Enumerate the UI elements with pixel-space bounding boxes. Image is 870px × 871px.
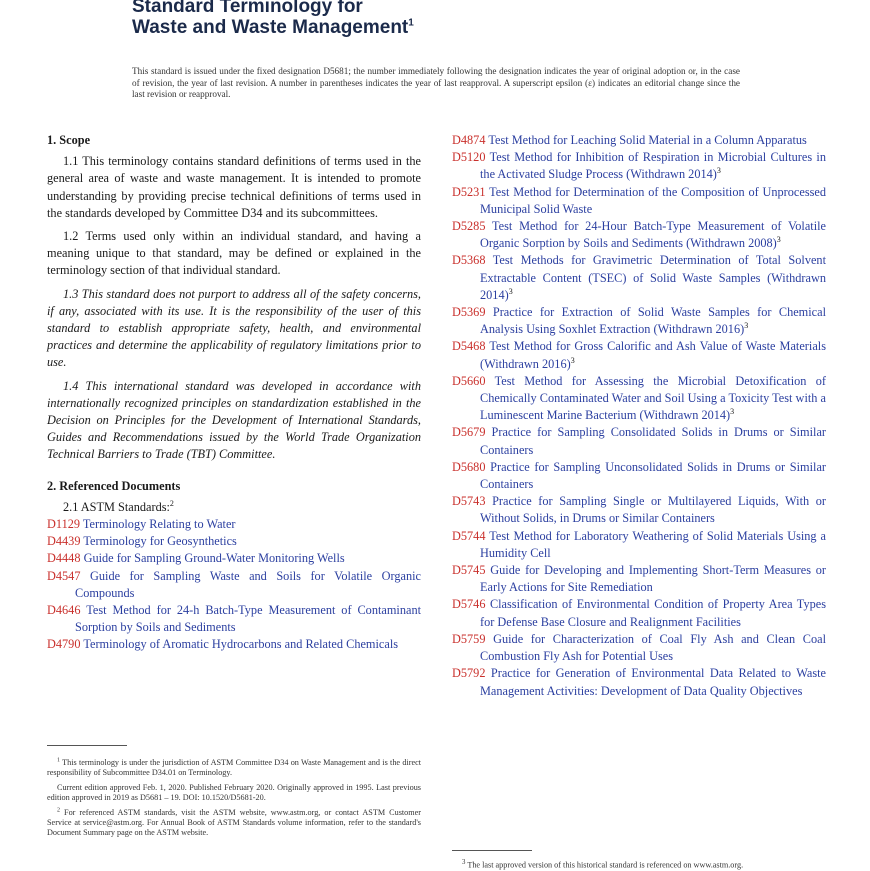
footnote-2 bbox=[47, 808, 421, 838]
reference-item[interactable] bbox=[47, 636, 421, 653]
reference-footnote-mark: 3 bbox=[716, 166, 721, 176]
footnote-2-text: For referenced ASTM standards, visit the ASTM website, www.astm.org, or contact ASTM Customer Service at service@astm.org. For Annual Book of ASTM Standards volume information, refer to the standard's Document Summary page on the ASTM website. bbox=[47, 808, 421, 837]
reference-item[interactable] bbox=[47, 550, 421, 567]
reference-code-link[interactable]: D5660 bbox=[452, 373, 486, 388]
title-footnote-mark: 1 bbox=[408, 17, 414, 29]
reference-code-link[interactable]: D5231 bbox=[452, 184, 486, 199]
reference-title-link[interactable]: Test Method for 24-h Batch-Type Measurement of Contaminant Sorption by Soils and Sediments bbox=[75, 603, 422, 635]
reference-code-link[interactable]: D5369 bbox=[452, 305, 486, 320]
reference-code-link[interactable]: D5285 bbox=[452, 219, 486, 234]
reference-code-link[interactable]: D5744 bbox=[452, 528, 486, 543]
reference-title-link[interactable]: Test Method for Determination of the Composition of Unprocessed Municipal Solid Waste bbox=[480, 184, 827, 216]
reference-item[interactable] bbox=[452, 304, 826, 338]
reference-title-link[interactable]: Practice for Sampling Consolidated Solids in Drums or Similar Containers bbox=[480, 425, 827, 457]
title-line-2-text: Waste and Waste Management bbox=[132, 17, 409, 38]
reference-code-link[interactable]: D5680 bbox=[452, 459, 486, 474]
footnote-edition: Current edition approved Feb. 1, 2020. Published February 2020. Originally approved in 1995. Last previous edition approved in 2019 as D5681 – 19. DOI: 10.1520/D5681-20. bbox=[47, 783, 421, 802]
reference-item[interactable] bbox=[452, 596, 826, 630]
reference-title-link[interactable]: Practice for Extraction of Solid Waste Samples for Chemical Analysis Using Soxhlet Extraction (Withdrawn 2016) bbox=[480, 305, 826, 337]
astm-standards-mark: 2 bbox=[169, 498, 174, 508]
reference-title-link[interactable]: Test Method for Gross Calorific and Ash Value of Waste Materials (Withdrawn 2016) bbox=[480, 339, 826, 371]
reference-list-left bbox=[47, 516, 421, 654]
reference-title-link[interactable]: Test Method for Laboratory Weathering of Solid Materials Using a Humidity Cell bbox=[480, 528, 826, 560]
section-heading-referenced-documents: 2. Referenced Documents bbox=[47, 478, 181, 493]
reference-footnote-mark: 3 bbox=[730, 407, 735, 417]
reference-title-link[interactable]: Guide for Sampling Ground-Water Monitoring Wells bbox=[83, 551, 345, 566]
reference-title-link[interactable]: Guide for Sampling Waste and Soils for Volatile Organic Compounds bbox=[75, 568, 421, 600]
scope-paragraph-1-1: 1.1 This terminology contains standard definitions of terms used in the general area of waste and waste management. It is intended to promote understanding by providing precise technical definitions of terms used in the standards developed by Committee D34 and its subcommittees. bbox=[47, 154, 421, 220]
scope-paragraph-1-3: 1.3 This standard does not purport to address all of the safety concerns, if any, associated with its use. It is the responsibility of the user of this standard to establish appropriate safety, health, and environmental practices and determine the applicability of regulatory limitations prior to use. bbox=[47, 286, 421, 370]
reference-code-link[interactable]: D5468 bbox=[452, 339, 486, 354]
reference-title-link[interactable]: Test Methods for Gravimetric Determination of Total Solvent Extractable Content (TSEC) of Solid Waste Samples (Withdrawn 2014) bbox=[480, 253, 826, 302]
scope-paragraph-1-4: 1.4 This international standard was developed in accordance with internationally recognized principles on standardization established in the Decision on Principles for the Development of International Standards, Guides and Recommendations issued by the World Trade Organization Technical Barriers to Trade (TBT) Committee. bbox=[47, 378, 421, 462]
reference-item[interactable] bbox=[452, 562, 826, 596]
reference-item[interactable] bbox=[452, 132, 826, 149]
reference-code-link[interactable]: D4874 bbox=[452, 133, 486, 147]
reference-title-link[interactable]: Guide for Developing and Implementing Short-Term Measures or Early Actions for Site Remediation bbox=[480, 563, 826, 595]
reference-item[interactable] bbox=[452, 665, 826, 699]
scope-paragraph-1-2: 1.2 Terms used only within an individual standard, and having a meaning unique to that standard, may be defined or explained in the terminology section of that individual standard. bbox=[47, 229, 421, 278]
reference-title-link[interactable]: Guide for Characterization of Coal Fly Ash and Clean Coal Combustion Fly Ash for Potential Uses bbox=[480, 631, 826, 664]
reference-title-link[interactable]: Test Method for Leaching Solid Material in a Column Apparatus bbox=[488, 133, 807, 147]
footnote-3 bbox=[452, 858, 826, 871]
footnote-1-text: This terminology is under the jurisdiction of ASTM Committee D34 on Waste Management and is the direct responsibility of Subcommittee D34.01 on Terminology. bbox=[47, 758, 421, 777]
left-column bbox=[47, 132, 421, 654]
reference-code-link[interactable]: D5759 bbox=[452, 631, 486, 646]
reference-item[interactable] bbox=[47, 568, 421, 602]
reference-item[interactable] bbox=[452, 184, 826, 218]
reference-code-link[interactable]: D5679 bbox=[452, 425, 486, 440]
footnote-2-mark: 2 bbox=[57, 807, 60, 814]
document-title bbox=[132, 0, 732, 38]
reference-item[interactable] bbox=[452, 338, 826, 372]
title-line-2 bbox=[132, 17, 732, 38]
reference-item[interactable] bbox=[47, 602, 421, 636]
reference-code-link[interactable]: D4646 bbox=[47, 603, 81, 618]
footnotes bbox=[47, 758, 421, 843]
section-heading-scope: 1. Scope bbox=[47, 133, 91, 147]
reference-code-link[interactable]: D4439 bbox=[47, 534, 81, 549]
reference-code-link[interactable]: D5746 bbox=[452, 597, 486, 612]
reference-item[interactable] bbox=[452, 252, 826, 304]
reference-title-link[interactable]: Classification of Environmental Condition of Property Area Types for Defense Base Closure and Realignment Facilities bbox=[480, 597, 826, 629]
reference-code-link[interactable]: D4790 bbox=[47, 637, 81, 652]
reference-item[interactable] bbox=[452, 459, 826, 493]
reference-code-link[interactable]: D5743 bbox=[452, 494, 486, 509]
reference-title-link[interactable]: Practice for Sampling Single or Multilayered Liquids, With or Without Solids, in Drums or Similar Containers bbox=[480, 494, 826, 526]
right-column bbox=[452, 132, 826, 700]
reference-title-link[interactable]: Test Method for 24-Hour Batch-Type Measurement of Volatile Organic Sorption by Soils and Sediments (Withdrawn 2008) bbox=[480, 219, 826, 251]
reference-item[interactable] bbox=[452, 424, 826, 458]
reference-code-link[interactable]: D4448 bbox=[47, 551, 81, 566]
reference-title-link[interactable]: Practice for Sampling Unconsolidated Solids in Drums or Similar Containers bbox=[480, 459, 826, 492]
reference-item[interactable] bbox=[47, 533, 421, 550]
reference-title-link[interactable]: Terminology Relating to Water bbox=[82, 517, 236, 532]
reference-code-link[interactable]: D5120 bbox=[452, 150, 486, 165]
footnote-1-mark: 1 bbox=[57, 757, 60, 764]
reference-title-link[interactable]: Terminology for Geosynthetics bbox=[83, 534, 237, 549]
title-line-1: Standard Terminology for bbox=[132, 0, 363, 17]
reference-footnote-mark: 3 bbox=[776, 235, 781, 245]
reference-item[interactable] bbox=[452, 528, 826, 562]
reference-item[interactable] bbox=[452, 218, 826, 252]
reference-item[interactable] bbox=[47, 516, 421, 533]
reference-code-link[interactable]: D5368 bbox=[452, 253, 486, 268]
footnote-divider bbox=[47, 745, 127, 746]
reference-title-link[interactable]: Test Method for Inhibition of Respiration in Microbial Cultures in the Activated Sludge Process (Withdrawn 2014) bbox=[480, 150, 826, 182]
reference-code-link[interactable]: D5792 bbox=[452, 666, 486, 681]
reference-code-link[interactable]: D4547 bbox=[47, 568, 81, 583]
reference-item[interactable] bbox=[452, 493, 826, 527]
reference-footnote-mark: 3 bbox=[744, 321, 749, 331]
reference-title-link[interactable]: Terminology of Aromatic Hydrocarbons and Related Chemicals bbox=[83, 637, 399, 652]
reference-footnote-mark: 3 bbox=[508, 286, 513, 296]
reference-title-link[interactable]: Practice for Generation of Environmental Data Related to Waste Management Activities: Development of Data Quality Objectives bbox=[480, 666, 826, 698]
footnote-3-text: The last approved version of this historical standard is referenced on www.astm.org. bbox=[467, 860, 744, 870]
reference-title-link[interactable]: Test Method for Assessing the Microbial Detoxification of Chemically Contaminated Water and Soil Using a Toxicity Test with a Luminescent Marine Bacterium (Withdrawn 2014) bbox=[480, 373, 826, 423]
footnote-3-mark: 3 bbox=[462, 859, 466, 866]
footnote-divider-right bbox=[452, 850, 532, 851]
designation-preamble: This standard is issued under the fixed designation D5681; the number immediately following the designation indicates the year of original adoption or, in the case of revision, the year of last revision. A number in parentheses indicates the year of last reapproval. A superscript epsilon (ε) indicates an editorial change since the last revision or reapproval. bbox=[132, 66, 740, 99]
astm-standards-label bbox=[47, 499, 421, 516]
reference-footnote-mark: 3 bbox=[570, 355, 575, 365]
reference-item[interactable] bbox=[452, 631, 826, 665]
astm-standards-text: 2.1 ASTM Standards: bbox=[63, 499, 170, 514]
reference-code-link[interactable]: D5745 bbox=[452, 563, 486, 578]
footnote-1 bbox=[47, 758, 421, 778]
reference-item[interactable] bbox=[452, 149, 826, 183]
reference-code-link[interactable]: D1129 bbox=[47, 517, 81, 532]
reference-item[interactable] bbox=[452, 373, 826, 425]
